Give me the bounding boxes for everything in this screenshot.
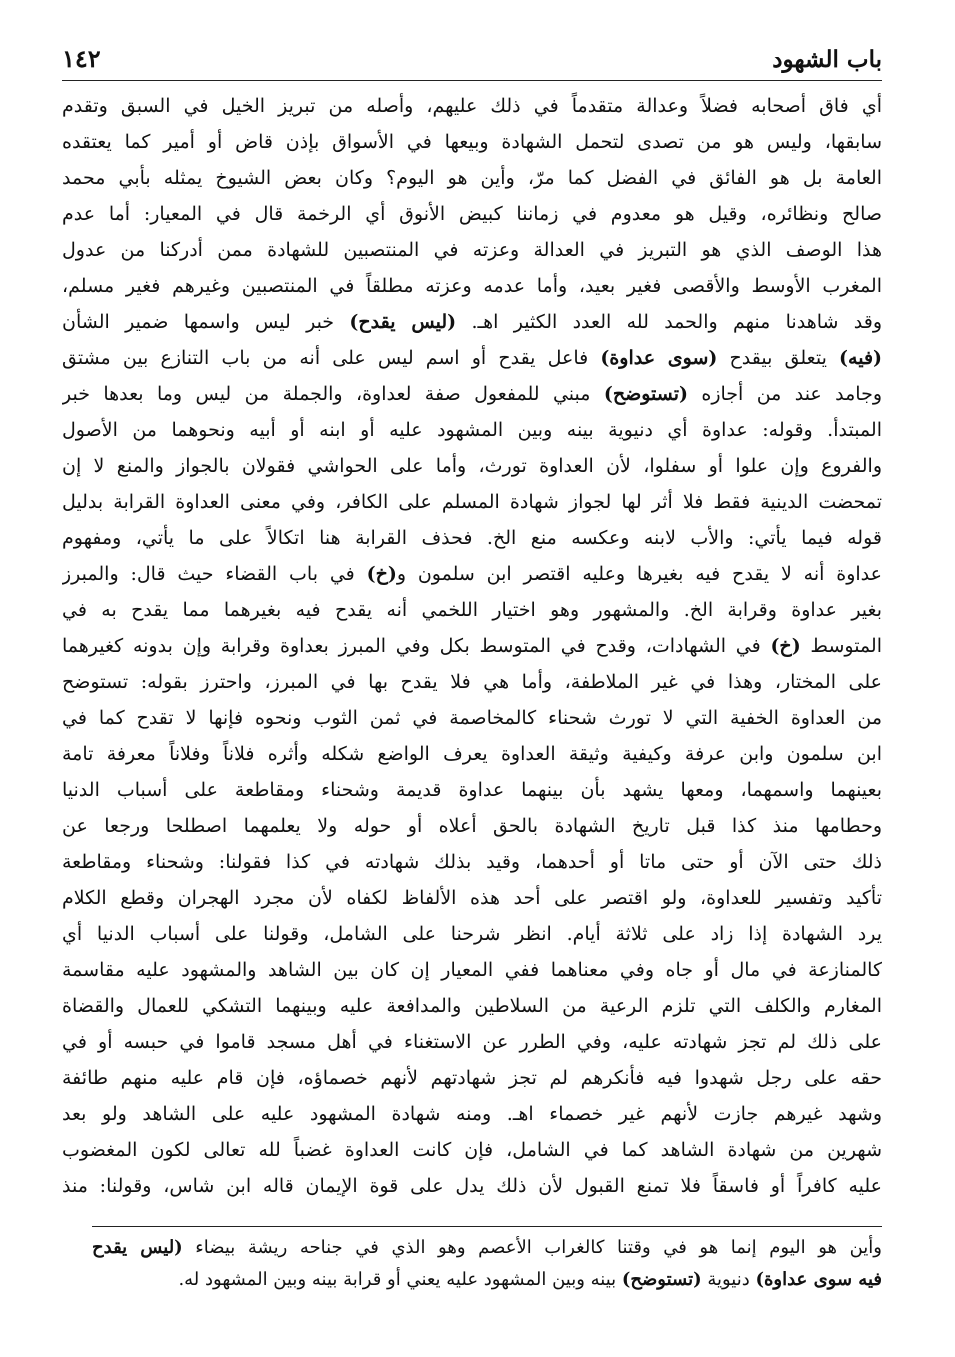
body-line bbox=[62, 556, 882, 592]
body-bold-term: (ليس يقدح) bbox=[349, 311, 457, 333]
body-text-run: والفروع وإن علوا أو سفلوا، لأن العداوة تورث، وأما على الحواشي فقولان بالجواز والمنع لا إن bbox=[62, 455, 882, 477]
body-text-run: خبر ليس واسمها ضمير الشأن bbox=[62, 311, 350, 333]
body-line bbox=[62, 1132, 882, 1168]
body-text-run: وجامد عند من أجازه bbox=[688, 383, 882, 405]
body-line bbox=[62, 1168, 882, 1204]
footnote-line bbox=[92, 1232, 882, 1264]
header-divider bbox=[62, 80, 882, 81]
body-line bbox=[62, 520, 882, 556]
body-text-run: في الشهادات، وقدح في المتوسط بكل وفي المبرز بعداوة وقرابة وإن بدونه كغيرهما bbox=[62, 635, 771, 657]
footnote-bold-term: فيه سوى عداوة) bbox=[755, 1269, 882, 1290]
footnote-text-run: وأين هو اليوم إنما هو في وقتنا كالغراب الأعصم وهو الذي في جناحه ريشة بيضاء bbox=[182, 1237, 882, 1258]
body-text-run: المغارم والكلف التي تلزم الرعية من السلاطين والمدافعة عليه وبينهما التشكي للعمال والقضاة bbox=[62, 995, 882, 1017]
body-text-run: المغرب الأوسط والأقصى فغير بعيد، وأما عدمه وعزته مطلقاً في المنتصبين وغيرهم فغير مسلم، bbox=[62, 275, 882, 297]
body-line bbox=[62, 664, 882, 700]
body-text-run: يتعلق بيقدح bbox=[717, 347, 840, 369]
body-text-run: ابن سلمون وابن عرفة وكيفية وثيقة العداوة يعرف الواضع شكله وأثره فلاناً وفلاناً معرفة تامة bbox=[62, 743, 882, 765]
body-text-run: وحطامها منذ كذا قبل تاريخ الشهادة بالحق أعلاه أو حوله ولا يعلمهما اصطلحا ورجعا عن bbox=[62, 815, 882, 837]
body-line bbox=[62, 268, 882, 304]
body-bold-term: (خ) bbox=[770, 635, 801, 657]
body-line bbox=[62, 952, 882, 988]
body-line bbox=[62, 736, 882, 772]
body-line bbox=[62, 304, 882, 340]
body-text-run: في باب القضاء حيث قال: والمبرز bbox=[62, 563, 367, 585]
body-text-run: وقد شاهدنا منهم والحمد لله العدد الكثير اهـ. bbox=[456, 311, 882, 333]
body-text-run: شهرين من شهادة الشاهد كما في الشامل، فإن كانت العداوة غضباً لله تعالى لكون المغضوب bbox=[62, 1139, 882, 1161]
body-line bbox=[62, 1024, 882, 1060]
main-text-body bbox=[62, 88, 882, 1204]
body-line bbox=[62, 1060, 882, 1096]
body-line bbox=[62, 880, 882, 916]
body-text-run: بعينهما واسمهما، ومعها يشهد بأن بينهما عداوة قديمة وشحناء ومقاطعة على أسباب الدنيا bbox=[62, 779, 882, 801]
footnote-line bbox=[92, 1264, 882, 1296]
body-text-run: مبني للمفعول صفة لعداوة، والجملة من ليس وما بعدها خبر bbox=[62, 383, 604, 405]
page-number: ١٤٢ bbox=[62, 44, 101, 73]
body-text-run: على المختار، وهذا في غير الملاطفة، وأما هي فلا يقدح بها في المبرز، واحترز بقوله: تستوضح bbox=[62, 671, 882, 693]
body-text-run: صالح ونظائره، وقيل هو معدوم في زماننا كبيض الأنوق أي الرخمة قال في المعيار: أما عدم bbox=[62, 203, 882, 225]
body-text-run: تأكيد وتفسير للعداوة، ولو اقتصر على أحد هذه الألفاظ لكفاه لأن مجرد الهجران وقطع الكلام bbox=[62, 887, 882, 909]
body-line bbox=[62, 1096, 882, 1132]
body-line bbox=[62, 988, 882, 1024]
body-line bbox=[62, 124, 882, 160]
body-text-run: عداوة أنه لا يقدح فيه بغيرها وعليه اقتصر ابن سلمون و bbox=[396, 563, 882, 585]
body-text-run: بغير عداوة وقرابة الخ. والمشهور وهو اختيار اللخمي أنه يقدح فيه بغيرهما مما يقدح به في bbox=[62, 599, 882, 621]
body-text-run: المتوسط bbox=[800, 635, 882, 657]
body-line bbox=[62, 772, 882, 808]
body-text-run: عليه كافراً أو فاسقاً فلا تمنع القبول لأن ذلك يدل على قوة الإيمان قاله ابن شاس، وقولنا: منذ bbox=[62, 1175, 882, 1197]
body-text-run: هذا الوصف الذي هو التبريز في العدالة وعزته في المنتصبين للشهادة ممن أدركنا من عدول bbox=[62, 239, 882, 261]
body-text-run: حقه على رجل شهدوا فيه فأنكرهم لم تجز شهادتهم لأنهم خصماؤه، فإن قام عليه منهم طائفة bbox=[62, 1067, 882, 1089]
body-text-run: كالمنازعة في مال أو جاه وفي معناهما ففي المعيار إن كان بين الشاهد والمشهود عليه مقاسمة bbox=[62, 959, 882, 981]
body-line bbox=[62, 412, 882, 448]
body-line bbox=[62, 700, 882, 736]
body-line bbox=[62, 160, 882, 196]
body-line bbox=[62, 448, 882, 484]
body-line bbox=[62, 916, 882, 952]
body-text-run: ذلك حتى الآن أو حتى ماتا أو أحدهما، وقيد بذلك شهادته في كذا فقولنا: وشحناء ومقاطعة bbox=[62, 851, 882, 873]
body-text-run: العامة بل هو الفائق في الفضل كما مرّ، وأين هو اليوم؟ وكان بعض الشيوخ يمثله بأبي محمد bbox=[62, 167, 882, 189]
body-line bbox=[62, 844, 882, 880]
chapter-title: باب الشهود bbox=[772, 46, 882, 73]
body-line bbox=[62, 808, 882, 844]
body-text-run: قوله فيما يأتي: والأب لابنه وعكسه منع الخ. فحذف القرابة هنا اتكالاً على ما يأتي، ومفهوم bbox=[62, 527, 882, 549]
body-text-run: المبتدأ. وقوله: عداوة أي دنيوية بينه وبين المشهود عليه أو ابنه أو أبيه ونحوهما من الأصول bbox=[62, 419, 882, 441]
body-line bbox=[62, 628, 882, 664]
body-text-run: على ذلك لم تجز شهادته عليه، وفي الطرر عن الاستغناء في أهل مسجد قاموا في حبسه أو في bbox=[62, 1031, 882, 1053]
body-line bbox=[62, 196, 882, 232]
footnote-divider bbox=[92, 1226, 882, 1227]
body-bold-term: (تستوضح) bbox=[603, 383, 688, 405]
body-text-run: سابقها، وليس هو من تصدى لتحمل الشهادة وبيعها في الأسواق بإذن قاض أو أمير كما يعتقده bbox=[62, 131, 882, 153]
body-line bbox=[62, 88, 882, 124]
footnote-text-run: دنيوية bbox=[701, 1269, 756, 1290]
body-line bbox=[62, 592, 882, 628]
body-line bbox=[62, 376, 882, 412]
footnote-bold-term: (ليس يقدح bbox=[92, 1237, 183, 1258]
footnote-bold-term: (تستوضح) bbox=[621, 1269, 702, 1290]
body-text-run: يرد الشهادة إذا زاد على ثلاثة أيام. انظر شرحنا على الشامل، وقولنا على أسباب الدنيا أي bbox=[62, 923, 882, 945]
body-bold-term: (فيه) bbox=[839, 347, 882, 369]
body-line bbox=[62, 484, 882, 520]
body-text-run: من العداوة الخفية التي لا تورث شحناء كالمخاصمة في ثمن الثوب ونحوه فإنها لا تقدح كما في bbox=[62, 707, 882, 729]
body-text-run: أي فاق أصحابه فضلاً وعدالة متقدماً في ذلك عليهم، وأصله من تبريز الخيل في السبق وتقدم bbox=[62, 95, 882, 117]
body-line bbox=[62, 340, 882, 376]
footnote-text bbox=[92, 1232, 882, 1296]
body-text-run: وشهد غيرهم جازت لأنهم غير خصماء اهـ. ومنه شهادة المشهود عليه على الشاهد ولو بعد bbox=[62, 1103, 882, 1125]
body-line bbox=[62, 232, 882, 268]
body-text-run: فاعل يقدح أو اسم ليس على أنه من باب التنازع بين مشتق bbox=[62, 347, 601, 369]
body-bold-term: (سوى عداوة) bbox=[600, 347, 718, 369]
body-bold-term: (خ) bbox=[366, 563, 397, 585]
page-header bbox=[62, 40, 882, 80]
body-text-run: تمحضت الدينية فقط فلا أثر لها لجواز شهادة المسلم على الكافر، وفي معنى العداوة القرابة بدليل bbox=[62, 491, 882, 513]
footnote-text-run: بينه وبين المشهود عليه يعني أو قرابة بينه وبين المشهود له. bbox=[178, 1269, 622, 1290]
